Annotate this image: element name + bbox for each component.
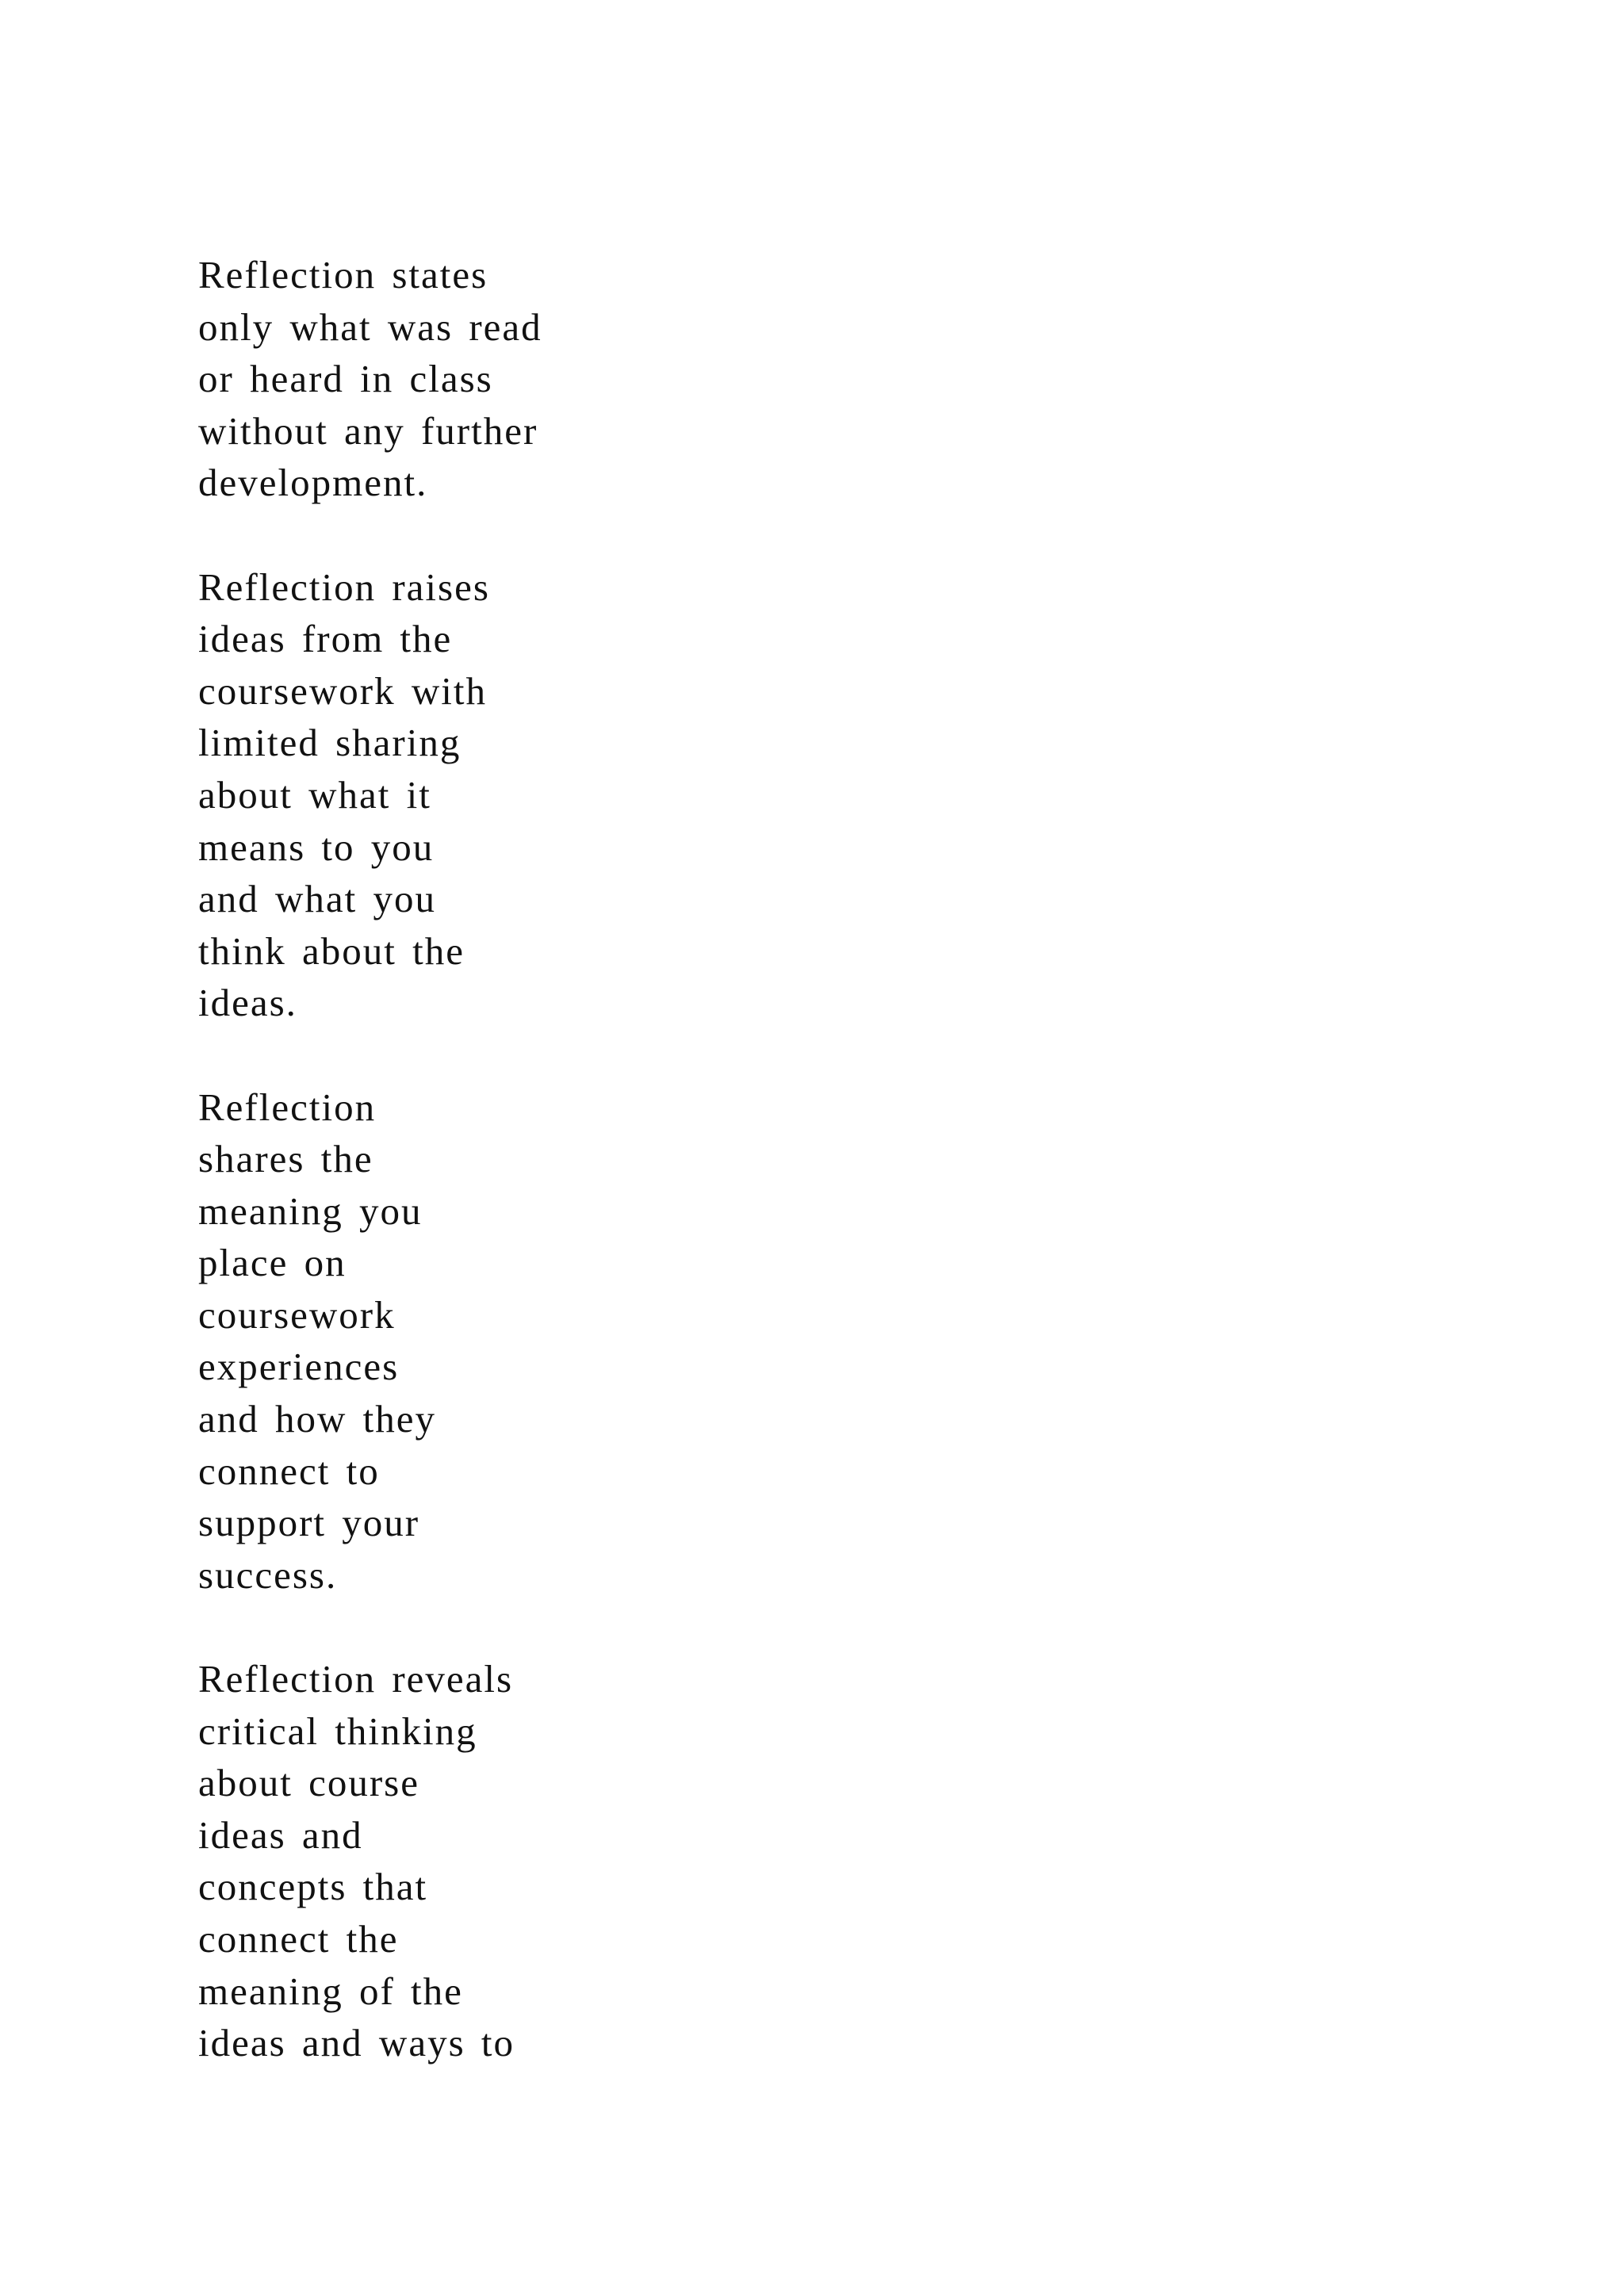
- text-line: meaning of the: [198, 1969, 463, 2013]
- text-line: Reflection: [198, 1085, 377, 1129]
- text-line: concepts that: [198, 1865, 428, 1909]
- text-line: success.: [198, 1552, 338, 1597]
- text-line: and how they: [198, 1397, 436, 1441]
- text-line: connect the: [198, 1917, 399, 1961]
- text-line: coursework: [198, 1292, 396, 1337]
- text-line: only what was read: [198, 304, 542, 349]
- text-line: support your: [198, 1501, 420, 1545]
- text-line: critical thinking: [198, 1709, 477, 1753]
- text-line: place on: [198, 1241, 347, 1285]
- text-line: without any further: [198, 408, 538, 453]
- text-line: ideas.: [198, 981, 297, 1025]
- text-line: think about the: [198, 928, 465, 973]
- text-column: [198, 249, 801, 2121]
- text-line: meaning you: [198, 1188, 423, 1233]
- text-line: ideas and: [198, 1812, 363, 1857]
- paragraph-4: [198, 1653, 801, 2069]
- text-line: coursework with: [198, 668, 487, 713]
- text-line: or heard in class: [198, 357, 493, 401]
- text-line: means to you: [198, 825, 435, 869]
- text-line: ideas from the: [198, 617, 453, 661]
- text-line: and what you: [198, 877, 436, 921]
- text-line: ideas and ways to: [198, 2021, 515, 2065]
- text-line: shares the: [198, 1137, 373, 1181]
- text-line: about what it: [198, 772, 431, 817]
- paragraph-3: [198, 1081, 801, 1601]
- text-line: limited sharing: [198, 721, 462, 765]
- text-line: Reflection reveals: [198, 1657, 514, 1701]
- text-line: Reflection states: [198, 253, 488, 297]
- text-line: development.: [198, 461, 428, 505]
- paragraph-1: [198, 249, 801, 509]
- text-line: Reflection raises: [198, 564, 490, 609]
- text-line: connect to: [198, 1448, 380, 1493]
- text-line: experiences: [198, 1345, 400, 1389]
- paragraph-2: [198, 561, 801, 1029]
- text-line: about course: [198, 1761, 419, 1805]
